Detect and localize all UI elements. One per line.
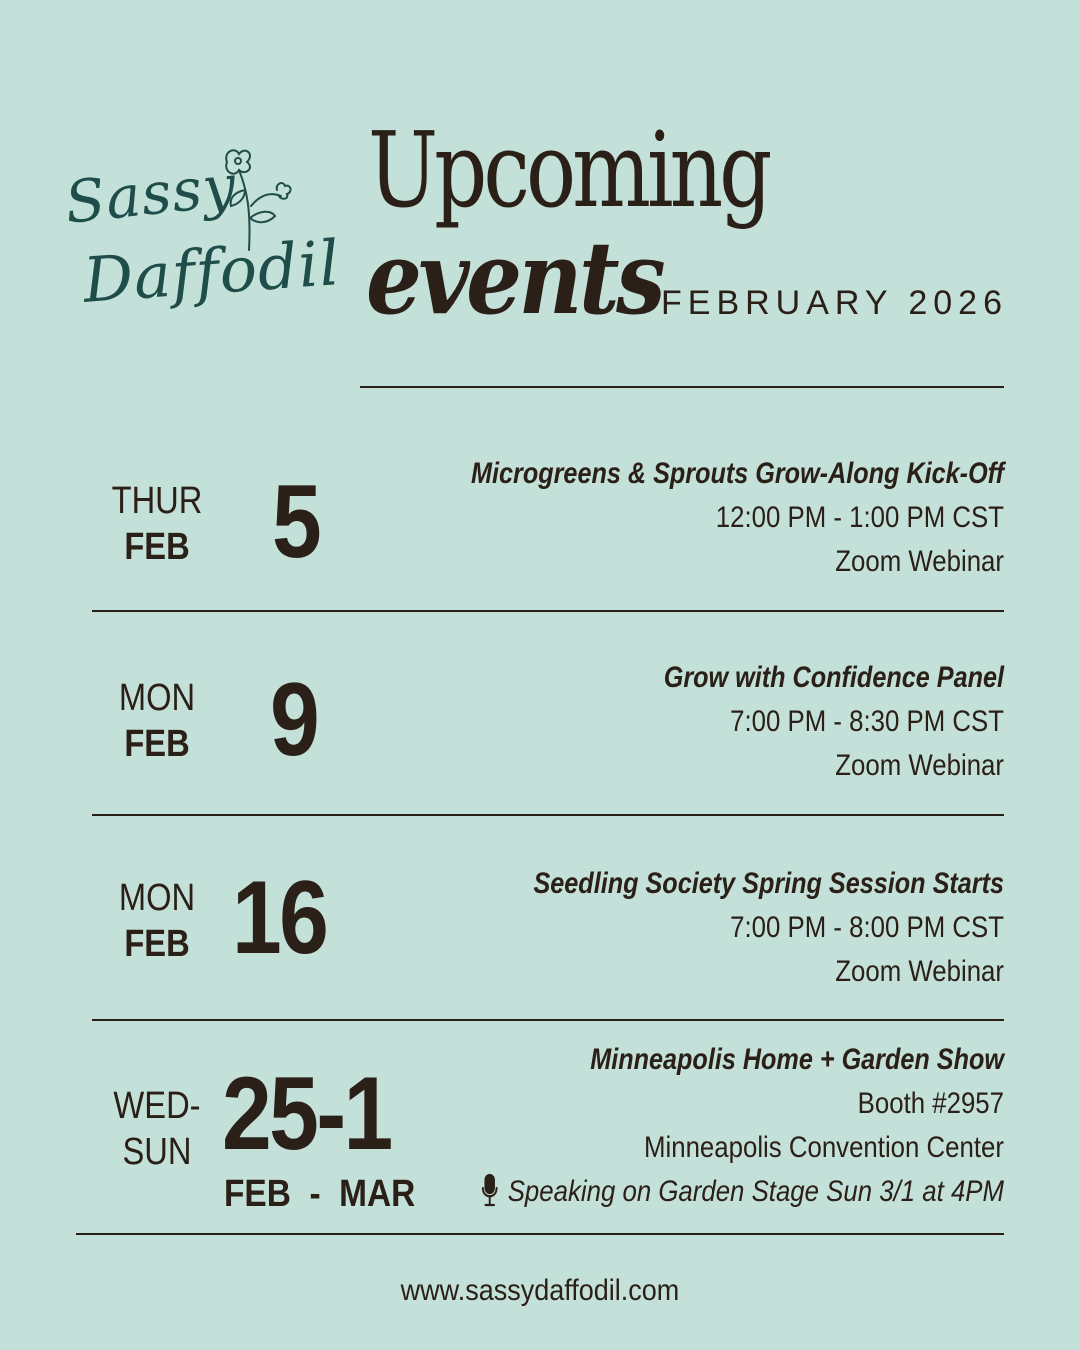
event-day-range: 25-1 — [222, 1056, 391, 1172]
event-location: Zoom Webinar — [835, 749, 1004, 782]
event-weekday: MON — [118, 877, 196, 919]
event-time: 7:00 PM - 8:00 PM CST — [730, 911, 1004, 944]
event-weekday: THUR — [111, 480, 203, 522]
event-divider — [92, 814, 1004, 816]
event-note-text: Speaking on Garden Stage Sun 3/1 at 4PM — [507, 1175, 1004, 1208]
event-details — [304, 862, 1004, 994]
event-date-label — [93, 875, 222, 968]
event-note — [402, 1170, 1004, 1214]
event-title: Grow with Confidence Panel — [663, 661, 1004, 694]
event-time: 12:00 PM - 1:00 PM CST — [715, 501, 1004, 534]
event-details — [304, 1038, 1004, 1214]
event-month-range: FEB - MAR — [224, 1173, 416, 1215]
header-divider — [360, 386, 1004, 388]
event-divider — [92, 1019, 1004, 1021]
event-title: Seedling Society Spring Session Starts — [533, 867, 1004, 900]
event-divider — [92, 610, 1004, 612]
month-label: FEBRUARY 2026 — [661, 284, 1008, 322]
website-url: www.sassydaffodil.com — [400, 1274, 680, 1307]
event-location: Zoom Webinar — [835, 545, 1004, 578]
logo-text-line1: Sassy — [61, 151, 240, 237]
event-weekday-end: SUN — [122, 1131, 192, 1174]
event-date-label — [93, 675, 222, 768]
event-weekday: MON — [118, 677, 196, 719]
event-day-number: 9 — [270, 662, 318, 778]
event-time: 7:00 PM - 8:30 PM CST — [730, 705, 1004, 738]
heading-upcoming: Upcoming — [368, 109, 769, 231]
event-date-label — [93, 478, 222, 571]
flower-icon — [205, 140, 295, 260]
event-day-number: 5 — [272, 464, 320, 580]
event-details — [304, 656, 1004, 788]
event-month: FEB — [124, 526, 190, 569]
footer-divider — [76, 1233, 1004, 1235]
microphone-icon — [480, 1173, 499, 1207]
event-weekday-start: WED- — [113, 1085, 201, 1127]
event-booth: Booth #2957 — [857, 1087, 1004, 1120]
event-month: FEB — [124, 923, 190, 966]
event-location: Zoom Webinar — [835, 955, 1004, 988]
event-details — [304, 452, 1004, 584]
event-title: Microgreens & Sprouts Grow-Along Kick-Off — [471, 457, 1004, 490]
event-date-label — [93, 1083, 222, 1176]
logo-text-line2: Daffodil — [80, 226, 343, 317]
event-month: FEB — [124, 723, 190, 766]
event-day-number: 16 — [232, 860, 327, 976]
event-title: Minneapolis Home + Garden Show — [590, 1043, 1004, 1076]
brand-logo — [55, 140, 355, 340]
heading-events: events — [366, 219, 663, 337]
event-location: Minneapolis Convention Center — [644, 1131, 1004, 1164]
